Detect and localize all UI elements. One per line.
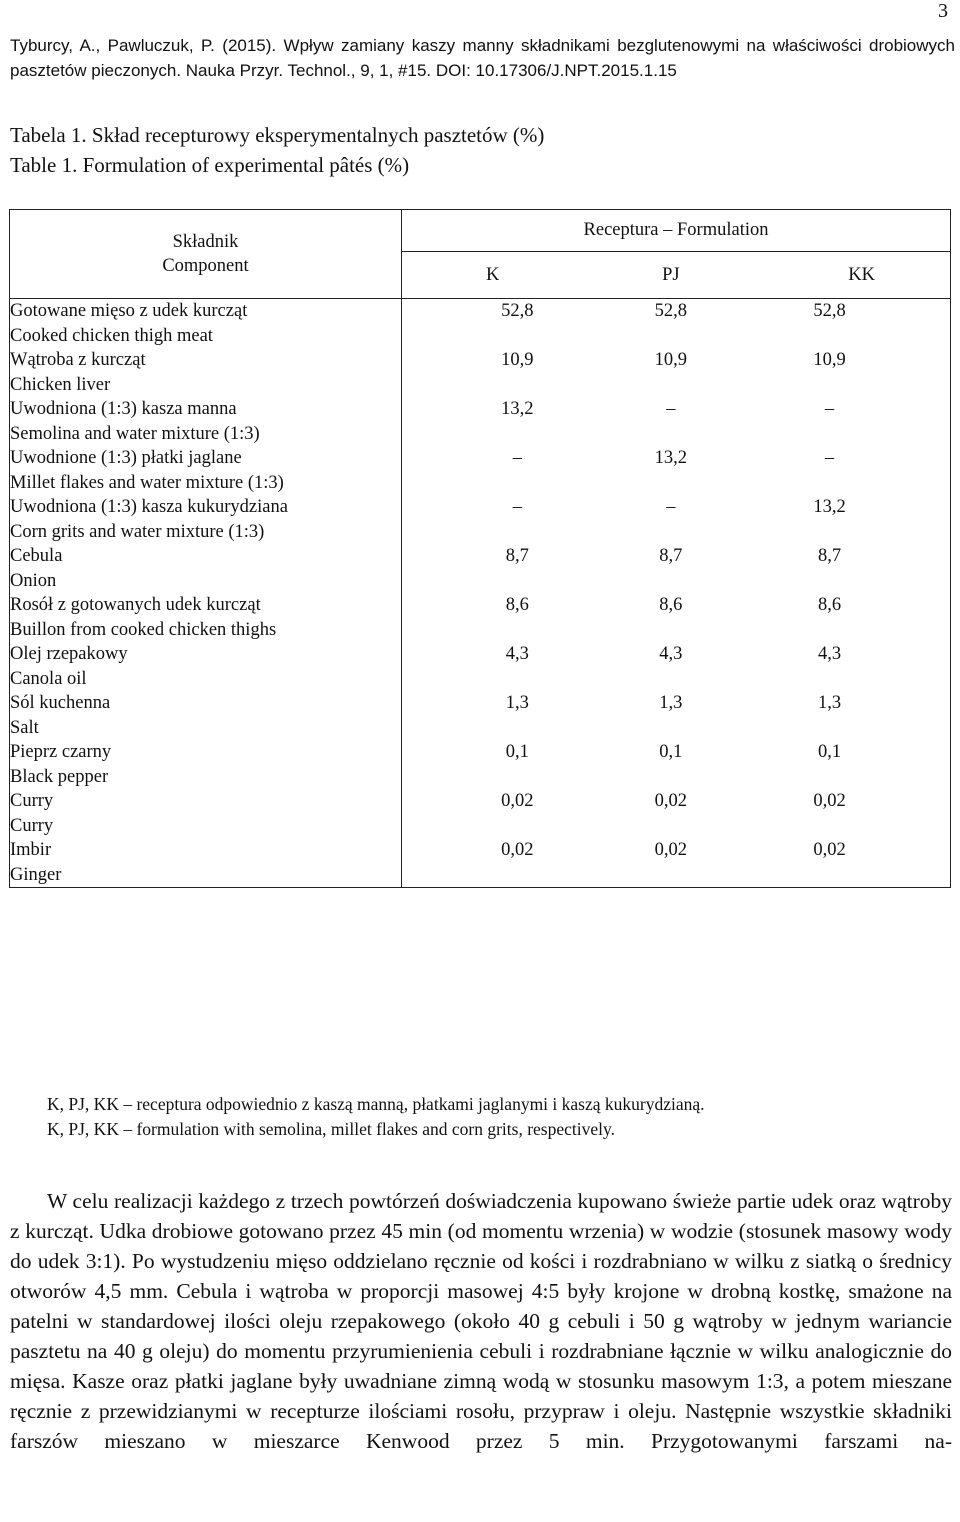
table-row xyxy=(10,495,951,544)
note-pl: K, PJ, KK – receptura odpowiednio z kaszą manną, płatkami jaglanymi i kaszą kukurydzianą. xyxy=(47,1094,705,1114)
citation-header: Tyburcy, A., Pawluczuk, P. (2015). Wpływ zamiany kaszy manny składnikami bezglutenowymi na właściwości drobiowych pasztetów pieczonych. Nauka Przyr. Technol., 9, 1, #15. DOI: 10.17306/J.NPT.2015.1.15 xyxy=(10,36,955,80)
table-row xyxy=(10,642,951,691)
table-caption-pl: Tabela 1. Skład recepturowy eksperymentalnych pasztetów (%) xyxy=(10,123,545,147)
table-row xyxy=(10,299,951,349)
value-k: – xyxy=(512,497,522,517)
note-en: K, PJ, KK – formulation with semolina, millet flakes and corn grits, respectively. xyxy=(47,1119,615,1139)
formulation-header: Receptura – Formulation xyxy=(402,210,951,252)
column-header-k: K xyxy=(402,251,633,298)
component-name-pl: Uwodnione (1:3) płatki jaglane xyxy=(10,448,242,468)
value-pj: 0,02 xyxy=(633,838,709,888)
value-pj: 8,6 xyxy=(659,595,683,615)
component-name-pl: Gotowane mięso z udek kurcząt xyxy=(10,301,248,321)
value-kk: 1,3 xyxy=(709,691,950,740)
value-kk: 0,02 xyxy=(709,838,950,888)
value-pj: 8,7 xyxy=(659,546,683,566)
component-name-pl: Imbir xyxy=(10,840,52,860)
value-kk: 4,3 xyxy=(709,642,950,691)
value-pj: 1,3 xyxy=(659,693,683,713)
body-paragraph: W celu realizacji każdego z trzech powtórzeń doświadczenia kupowano świeże partie udek oraz wątroby z kurcząt. Udka drobiowe gotowano przez 45 min (od momentu wrzenia) w wodzie (stosunek masowy wody do udek 3:1). Po wystudzeniu mięso oddzielano ręcznie od kości i rozdrabniano w wilku z siatką o średnicy otworów 4,5 mm. Cebula i wątroba w proporcji masowej 4:5 były krojone w drobną kostkę, smażone na patelni w standardowej ilości oleju rzepakowego (około 40 g cebuli i 50 g wątroby w jednym wariancie pasztetu na 40 g oleju) do momentu przyrumienienia cebuli i rozdrabniane łącznie w wilku analogicznie do mięsa. Kasze oraz płatki jaglane były uwadniane zimną wodą w stosunku masowym 1:3, a potem mieszane ręcznie z przewidzianymi w recepturze ilościami rosołu, przypraw i oleju. Następnie wszystkie składniki farszów mieszano w mieszarce Kenwood przez 5 min. Przygotowanymi farszami na- xyxy=(10,1189,952,1453)
component-name-pl: Olej rzepakowy xyxy=(10,644,128,664)
value-k: 52,8 xyxy=(501,301,534,321)
component-name xyxy=(10,740,402,789)
component-name-en: Ginger xyxy=(10,864,62,885)
component-name-pl: Pieprz czarny xyxy=(10,742,112,762)
table-row xyxy=(10,691,951,740)
column-header-kk: KK xyxy=(709,251,950,298)
component-header xyxy=(10,210,402,299)
table-row xyxy=(10,789,951,838)
table-body xyxy=(10,299,951,888)
component-name xyxy=(10,642,402,691)
value-pj: 10,9 xyxy=(654,350,688,370)
table-row xyxy=(10,544,951,593)
component-name xyxy=(10,446,402,495)
table-caption-en: Table 1. Formulation of experimental pâtés (%) xyxy=(10,153,410,177)
component-name-en: Salt xyxy=(10,717,39,738)
component-name xyxy=(10,789,402,838)
value-kk: 52,8 xyxy=(709,299,950,349)
component-name-pl: Rosół z gotowanych udek kurcząt xyxy=(10,595,261,615)
value-pj: 0,02 xyxy=(654,791,688,811)
component-name-pl: Uwodniona (1:3) kasza kukurydziana xyxy=(10,497,288,517)
component-name-en: Millet flakes and water mixture (1:3) xyxy=(10,472,284,493)
value-k: – xyxy=(512,448,522,468)
table-row xyxy=(10,446,951,495)
column-header-pj: PJ xyxy=(633,251,709,298)
value-kk: 0,1 xyxy=(709,740,950,789)
component-name xyxy=(10,593,402,642)
value-k: 0,02 xyxy=(402,838,633,888)
table-row xyxy=(10,397,951,446)
table-notes xyxy=(47,1092,705,1142)
component-name xyxy=(10,397,402,446)
value-pj: 4,3 xyxy=(659,644,683,664)
value-kk: – xyxy=(709,446,950,495)
value-kk: 10,9 xyxy=(709,348,950,397)
component-name xyxy=(10,691,402,740)
table-row xyxy=(10,348,951,397)
value-pj: 0,1 xyxy=(659,742,683,762)
value-kk: 13,2 xyxy=(709,495,950,544)
component-name-en: Black pepper xyxy=(10,766,109,787)
value-kk: 8,6 xyxy=(709,593,950,642)
value-k: 0,02 xyxy=(501,791,534,811)
value-k: 8,6 xyxy=(505,595,529,615)
component-name-en: Semolina and water mixture (1:3) xyxy=(10,423,260,444)
component-name xyxy=(10,348,402,397)
value-pj: 13,2 xyxy=(654,448,688,468)
component-name-pl: Wątroba z kurcząt xyxy=(10,350,146,370)
component-name-en: Curry xyxy=(10,815,54,836)
component-name-en: Chicken liver xyxy=(10,374,111,395)
component-name xyxy=(10,838,402,888)
component-name-en: Onion xyxy=(10,570,57,591)
value-k: 8,7 xyxy=(505,546,529,566)
value-kk: 0,02 xyxy=(709,789,950,838)
component-name xyxy=(10,495,402,544)
table-row xyxy=(10,593,951,642)
value-pj: 52,8 xyxy=(654,301,688,321)
table-row xyxy=(10,838,951,888)
table-row xyxy=(10,740,951,789)
component-header-pl: Składnik xyxy=(172,231,239,252)
value-kk: – xyxy=(709,397,950,446)
value-k: 10,9 xyxy=(501,350,534,370)
component-name-en: Cooked chicken thigh meat xyxy=(10,325,213,346)
component-header-en: Component xyxy=(162,256,249,276)
value-pj: – xyxy=(666,399,676,419)
value-k: 1,3 xyxy=(505,693,529,713)
value-k: 4,3 xyxy=(505,644,529,664)
value-k: 13,2 xyxy=(501,399,534,419)
component-name xyxy=(10,299,402,349)
formulation-table xyxy=(9,209,951,888)
component-name-pl: Uwodniona (1:3) kasza manna xyxy=(10,399,237,419)
component-name xyxy=(10,544,402,593)
value-kk: 8,7 xyxy=(709,544,950,593)
component-name-en: Corn grits and water mixture (1:3) xyxy=(10,521,265,542)
component-name-pl: Cebula xyxy=(10,546,63,566)
component-name-en: Canola oil xyxy=(10,668,87,689)
component-name-pl: Curry xyxy=(10,791,54,811)
component-name-en: Buillon from cooked chicken thighs xyxy=(10,619,277,640)
page-number: 3 xyxy=(938,0,948,22)
value-k: 0,1 xyxy=(505,742,529,762)
value-pj: – xyxy=(666,497,676,517)
component-name-pl: Sól kuchenna xyxy=(10,693,111,713)
